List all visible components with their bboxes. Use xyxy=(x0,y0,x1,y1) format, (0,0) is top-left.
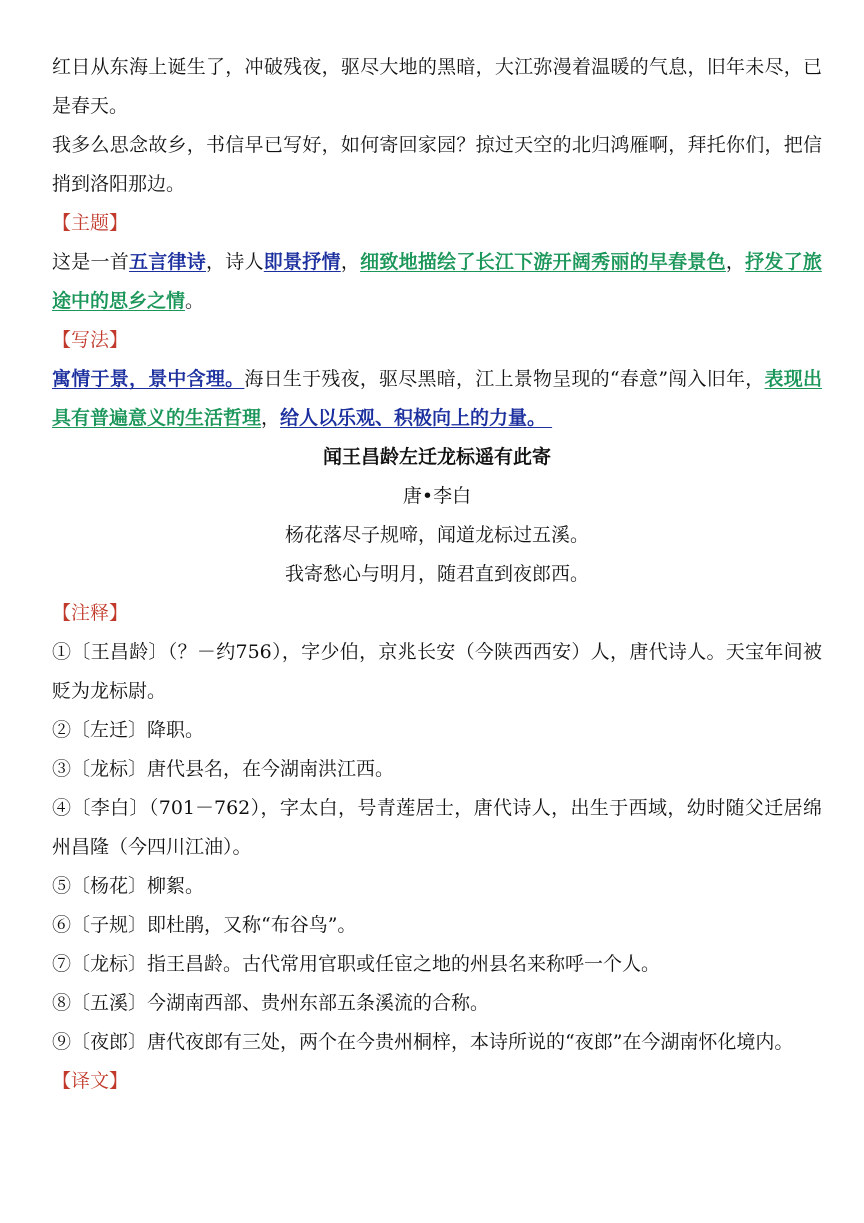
technique-underline-tail xyxy=(546,407,552,429)
theme-text-4: ， xyxy=(725,251,746,273)
theme-text-3: ， xyxy=(340,251,361,273)
technique-highlight-philosophy: 表现出具有普遍意义的生活哲理 xyxy=(52,368,822,429)
theme-highlight-form: 五言律诗 xyxy=(129,251,207,273)
note-item: ③〔龙标〕唐代县名，在今湖南洪江西。 xyxy=(52,758,395,780)
note-item: ⑤〔杨花〕柳絮。 xyxy=(52,875,205,897)
theme-text-5: 。 xyxy=(185,290,205,312)
poem-title: 闻王昌龄左迁龙标遥有此寄 xyxy=(322,446,551,468)
translation-heading: 【译文】 xyxy=(52,1070,129,1092)
poem-line-1: 杨花落尽子规啼，闻道龙标过五溪。 xyxy=(284,524,589,546)
note-item: ④〔李白〕（701－762），字太白，号青莲居士，唐代诗人，出生于西域，幼时随父迁居绵州昌隆（今四川江油）。 xyxy=(52,797,822,858)
translation-paragraph-2: 我多么思念故乡，书信早已写好，如何寄回家园？掠过天空的北归鸿雁啊，拜托你们，把信捎到洛阳那边。 xyxy=(52,134,822,195)
note-item: ⑦〔龙标〕指王昌龄。古代常用官职或任宦之地的州县名来称呼一个人。 xyxy=(52,953,661,975)
technique-text-1: 海日生于残夜，驱尽黑暗，江上景物呈现的“春意”闯入旧年， xyxy=(244,368,765,390)
theme-heading: 【主题】 xyxy=(52,212,129,234)
theme-text-1: 这是一首 xyxy=(52,251,130,273)
technique-highlight-main: 寓情于景，景中含理。 xyxy=(52,368,245,390)
technique-paragraph xyxy=(52,360,822,438)
poem-line-2: 我寄愁心与明月，随君直到夜郎西。 xyxy=(284,563,589,585)
theme-text-2: ，诗人 xyxy=(206,251,264,273)
technique-heading: 【写法】 xyxy=(52,329,129,351)
note-item: ①〔王昌龄〕（？－约756），字少伯，京兆长安（今陕西西安）人，唐代诗人。天宝年间被贬为龙标尉。 xyxy=(52,641,822,702)
theme-highlight-scene: 细致地描绘了长江下游开阔秀丽的早春景色 xyxy=(360,251,726,273)
document-page xyxy=(52,48,822,1101)
translation-paragraph-1: 红日从东海上诞生了，冲破残夜，驱尽大地的黑暗，大江弥漫着温暖的气息，旧年未尽，已是春天。 xyxy=(52,56,822,117)
note-item: ⑨〔夜郎〕唐代夜郎有三处，两个在今贵州桐梓，本诗所说的“夜郎”在今湖南怀化境内。 xyxy=(52,1031,794,1053)
notes-heading: 【注释】 xyxy=(52,602,129,624)
note-item: ②〔左迁〕降职。 xyxy=(52,719,205,741)
theme-highlight-method: 即景抒情 xyxy=(263,251,341,273)
theme-paragraph xyxy=(52,243,822,321)
theme-highlight-emotion: 抒发了旅途中的思乡之情 xyxy=(52,251,822,312)
note-item: ⑥〔子规〕即杜鹃，又称“布谷鸟”。 xyxy=(52,914,357,936)
technique-text-2: ， xyxy=(261,407,281,429)
technique-highlight-power: 给人以乐观、积极向上的力量。 xyxy=(280,407,547,429)
poem-author: 唐•李白 xyxy=(402,485,472,507)
note-item: ⑧〔五溪〕今湖南西部、贵州东部五条溪流的合称。 xyxy=(52,992,490,1014)
